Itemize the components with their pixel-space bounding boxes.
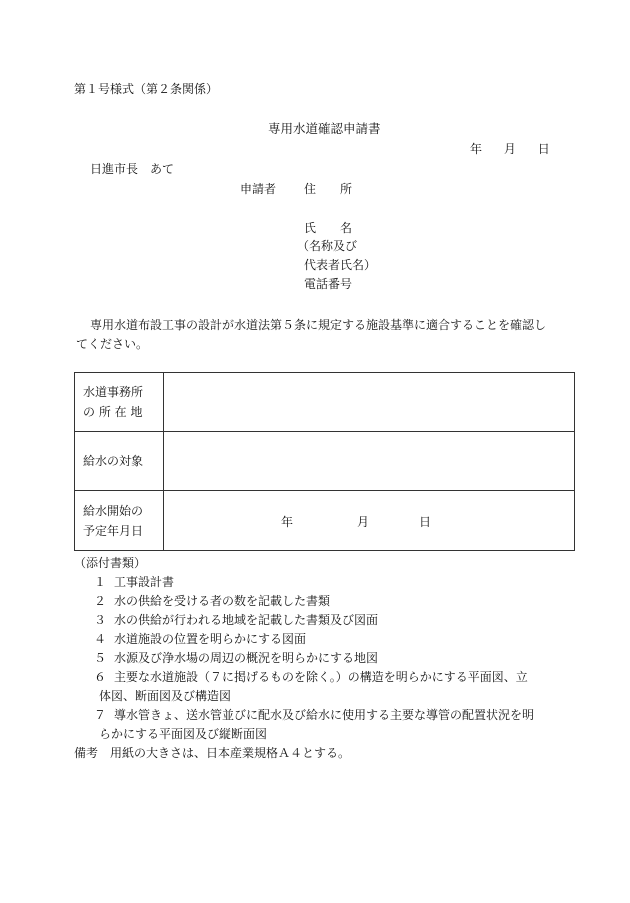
- attachments-list: [74, 554, 594, 763]
- list-item: ２ 水の供給を受ける者の数を記載した書類: [94, 594, 331, 608]
- supply-target-label: 給水の対象: [75, 432, 164, 491]
- day-label: 日: [537, 142, 550, 156]
- start-day-label: 日: [419, 515, 432, 529]
- start-month-label: 月: [357, 515, 370, 529]
- form-id: 第１号様式（第２条関係）: [74, 82, 219, 96]
- page-title: 専用水道確認申請書: [268, 121, 381, 136]
- name-note-1: （名称及び: [297, 239, 358, 253]
- table-row: [75, 491, 575, 551]
- list-item: ３ 水の供給が行われる地域を記載した書類及び図面: [94, 613, 379, 627]
- office-location-label: 水道事務所 の 所 在 地: [75, 373, 164, 432]
- date-line: [470, 141, 550, 157]
- table-row: [75, 373, 575, 432]
- phone-label: 電話番号: [304, 277, 353, 291]
- list-item: １ 工事設計書: [94, 575, 175, 589]
- list-item: ５ 水源及び浄水場の周辺の概況を明らかにする地図: [94, 651, 379, 665]
- table-row: [75, 432, 575, 491]
- year-label: 年: [470, 142, 483, 156]
- attachments-heading: （添付書類）: [74, 556, 147, 570]
- month-label: 月: [503, 142, 516, 156]
- body-text-line1: 専用水道布設工事の設計が水道法第５条に規定する施設基準に適合することを確認し: [90, 318, 547, 332]
- address-label: 住 所: [304, 182, 353, 196]
- list-item: ４ 水道施設の位置を明らかにする図面: [94, 632, 307, 646]
- name-note-2: 代表者氏名）: [304, 258, 377, 272]
- addressee: 日進市長 あて: [90, 162, 175, 176]
- list-item: ６ 主要な水道施設（７に掲げるものを除く。）の構造を明らかにする平面図、立: [94, 670, 528, 684]
- body-text-line2: てください。: [76, 337, 149, 351]
- list-item-continuation: らかにする平面図及び縦断面図: [99, 727, 268, 741]
- start-year-label: 年: [281, 515, 294, 529]
- applicant-label: 申請者: [240, 182, 277, 196]
- start-date-label: 給水開始の 予定年月日: [75, 491, 164, 551]
- list-item: ７ 導水管きょ、送水管並びに配水及び給水に使用する主要な導管の配置状況を明: [94, 708, 535, 722]
- list-item-continuation: 体図、断面図及び構造図: [99, 689, 232, 703]
- start-date-field[interactable]: [164, 491, 575, 551]
- supply-target-field[interactable]: [164, 432, 575, 491]
- name-label: 氏 名: [304, 221, 353, 235]
- office-location-field[interactable]: [164, 373, 575, 432]
- application-table: [74, 372, 575, 551]
- remarks: 備考 用紙の大きさは、日本産業規格Ａ４とする。: [74, 746, 351, 760]
